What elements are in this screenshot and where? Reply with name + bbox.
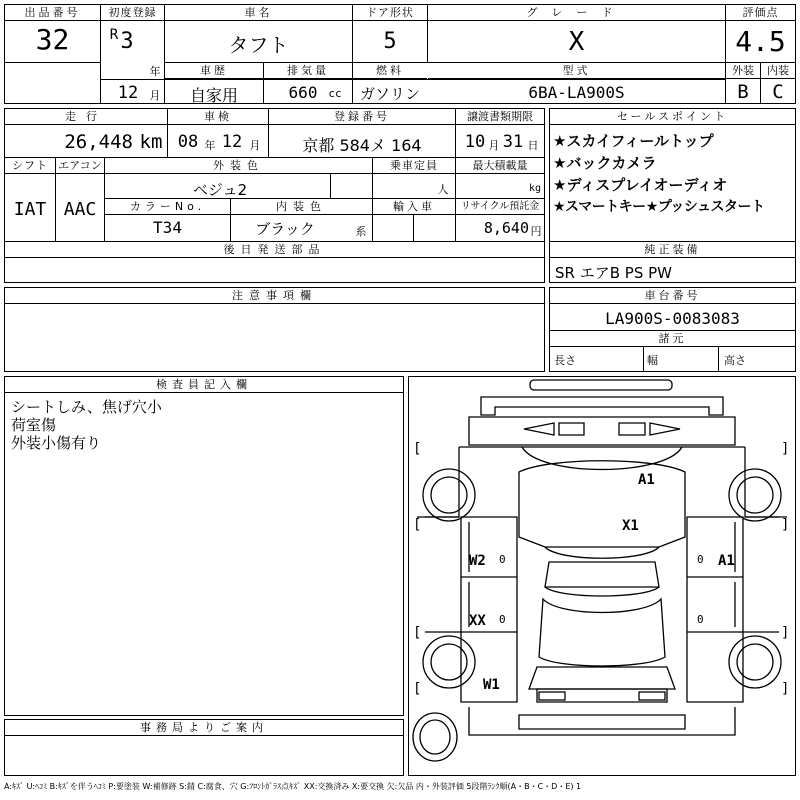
sales-point-item: ★スマートキー★プッシュスタート <box>553 199 765 215</box>
color-no-label: カラーNo. <box>105 199 230 215</box>
notes-label: 注意事項欄 <box>5 288 544 304</box>
plate-label: 登録番号 <box>269 109 455 125</box>
office-label: 事務局よりご案内 <box>5 720 403 736</box>
reg-month: 12 <box>117 83 139 103</box>
year-unit: 年 <box>149 65 161 78</box>
bracket-left-front: [ <box>413 441 422 457</box>
transfer-label: 譲渡書類期限 <box>456 109 544 125</box>
month-unit: 月 <box>149 89 161 102</box>
exterior-grade-label: 外装 <box>726 63 760 79</box>
max-load-unit: kg <box>528 183 542 194</box>
inspector-line: 外装小傷有り <box>11 434 102 452</box>
inspector-line: シートしみ、焦げ穴小 <box>11 398 162 416</box>
header-block <box>4 4 796 104</box>
plate: 京都 584メ 164 <box>302 136 422 155</box>
recycle: 8,640 <box>483 219 529 237</box>
displacement-label: 排気量 <box>264 63 352 79</box>
damage-mark-left-rear: W1 <box>483 677 500 693</box>
damage-mark-left-front: W2 <box>469 553 486 569</box>
bracket-right-mid: ] <box>781 517 790 533</box>
inspector-label: 検査員記入欄 <box>5 377 403 393</box>
score: 4.5 <box>735 25 786 58</box>
int-color-suffix: 系 <box>355 225 367 238</box>
legend: A:ｷｽﾞ U:ﾍｺﾐ B:ｷｽﾞを伴うﾍｺﾐ P:要塗装 W:補修跡 S:錆 C:腐食、穴 G:ﾌﾛﾝﾄｶﾞﾗｽ点ｷｽﾞ XX:交換済み X:要交換 欠:欠品 内・外装評価 5段階ﾗﾝｸ順(A・B・C・D・E) 1 <box>4 782 582 791</box>
displacement: 660 <box>288 83 318 102</box>
ext-color-label: 外装色 <box>105 158 372 174</box>
fuel: ガソリン <box>359 85 420 103</box>
door-label: ドア形状 <box>353 5 427 21</box>
transfer-month-unit: 月 <box>488 139 500 152</box>
transfer-day: 31 <box>502 132 524 152</box>
interior-grade: C <box>772 81 784 103</box>
import-label: 輸入車 <box>373 199 455 215</box>
model-code: 6BA-LA900S <box>528 83 625 102</box>
model-code-label: 型式 <box>428 63 725 79</box>
inspection-label: 車検 <box>168 109 268 125</box>
inspection-year: 08 <box>177 132 199 152</box>
later-parts-label: 後日発送部品 <box>5 242 544 258</box>
era: R <box>109 27 119 43</box>
bracket-right-rear: ] <box>781 681 790 697</box>
capacity-unit: 人 <box>437 183 449 196</box>
inspector-block <box>4 376 404 716</box>
recycle-unit: 円 <box>530 225 542 238</box>
chassis-block <box>549 287 796 372</box>
car-outline <box>409 377 795 775</box>
inspection-month: 12 <box>221 132 243 152</box>
o-mark: 0 <box>499 553 506 566</box>
width-label: 幅 <box>647 354 658 367</box>
damage-mark-center: X1 <box>622 518 639 534</box>
int-color: ブラック <box>255 220 315 238</box>
lot-number: 32 <box>35 23 70 56</box>
later-parts-block <box>4 241 545 283</box>
mileage-unit: km <box>139 131 163 153</box>
history: 自家用 <box>189 86 238 105</box>
sales-points-label: セールスポイント <box>550 109 795 125</box>
inspection-year-unit: 年 <box>204 139 216 152</box>
ac-label: エアコン <box>56 158 104 174</box>
office-block <box>4 719 404 776</box>
exterior-grade: B <box>737 81 749 103</box>
transfer-month: 10 <box>464 132 486 152</box>
shift-label: シフト <box>5 158 55 174</box>
bracket-left-mid: [ <box>413 517 422 533</box>
specs-block <box>4 108 545 242</box>
length-label: 長さ <box>554 354 576 367</box>
capacity-label: 乗車定員 <box>373 158 455 174</box>
chassis-label: 車台番号 <box>550 288 795 304</box>
o-mark: 0 <box>697 613 704 626</box>
equipment-label: 純正装備 <box>550 242 795 258</box>
mileage: 26,448 <box>64 131 133 153</box>
bracket-left-low: [ <box>413 625 422 641</box>
damage-mark-right-front: A1 <box>718 553 735 569</box>
shift: IAT <box>13 199 47 220</box>
sales-point-item: ★バックカメラ <box>553 154 657 172</box>
car-name: タフト <box>228 33 289 57</box>
damage-mark-roof: A1 <box>638 472 655 488</box>
car-diagram <box>408 376 796 776</box>
dimensions-label: 諸元 <box>550 331 795 347</box>
o-mark: 0 <box>697 553 704 566</box>
sales-point-item: ★ディスプレイオーディオ <box>553 176 728 194</box>
reg-year: 3 <box>120 29 134 54</box>
history-label: 車歴 <box>165 63 263 79</box>
transfer-day-unit: 日 <box>527 139 539 152</box>
first-reg-label: 初度登録 <box>101 5 164 21</box>
sales-points-block <box>549 108 796 242</box>
bracket-right-low: ] <box>781 625 790 641</box>
ac: AAC <box>63 199 97 220</box>
doors: 5 <box>383 29 397 54</box>
bracket-right-front: ] <box>781 441 790 457</box>
recycle-label: リサイクル預託金 <box>456 199 544 215</box>
lot-label: 出品番号 <box>5 5 100 21</box>
equipment-block <box>549 241 796 283</box>
bracket-left-rear: [ <box>413 681 422 697</box>
max-load-label: 最大積載量 <box>456 158 544 174</box>
fuel-label: 燃料 <box>353 63 427 79</box>
car-name-label: 車名 <box>165 5 352 21</box>
sales-point-item: ★スカイフィールトップ <box>553 132 714 150</box>
damage-mark-left-mid: XX <box>469 613 486 629</box>
int-color-label: 内装色 <box>231 199 372 215</box>
mileage-label: 走行 <box>5 109 167 125</box>
grade: X <box>568 27 585 57</box>
height-label: 高さ <box>724 354 746 367</box>
interior-grade-label: 内装 <box>761 63 795 79</box>
grade-label: グレード <box>428 5 725 21</box>
o-mark: 0 <box>499 613 506 626</box>
inspection-month-unit: 月 <box>249 139 261 152</box>
equipment-value: SR エアB PS PW <box>555 264 672 282</box>
notes-block <box>4 287 545 372</box>
ext-color: ベジュ2 <box>192 181 248 199</box>
chassis-number: LA900S-0083083 <box>605 309 740 328</box>
displacement-unit: cc <box>328 87 342 100</box>
color-no: T34 <box>153 218 182 237</box>
inspector-line: 荷室傷 <box>11 416 57 434</box>
score-label: 評価点 <box>726 5 795 21</box>
